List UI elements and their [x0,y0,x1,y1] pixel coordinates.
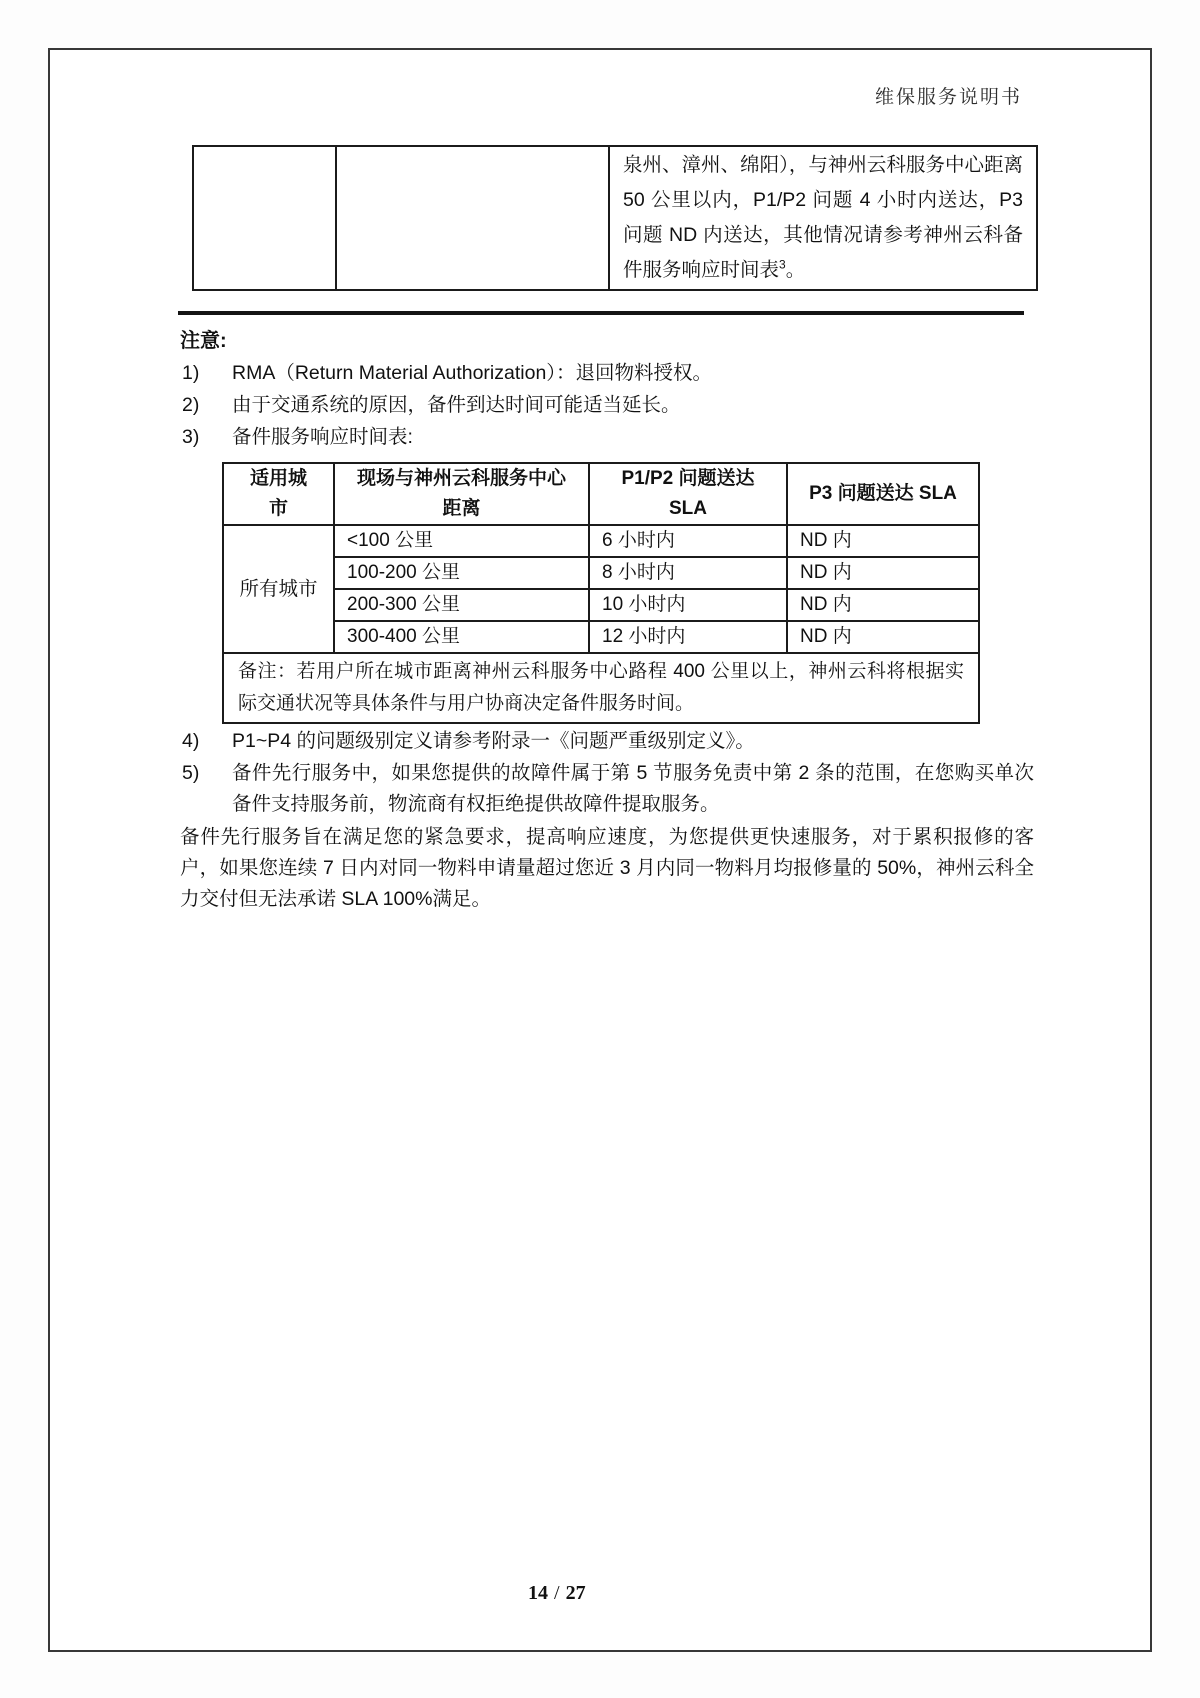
table-note-row [223,653,979,723]
p3-sla-cell: ND 内 [787,589,979,621]
list-text: 由于交通系统的原因，备件到达时间可能适当延长。 [232,394,681,416]
distance-cell: 200-300 公里 [334,589,589,621]
closing-paragraph: 备件先行服务旨在满足您的紧急要求，提高响应速度，为您提供更快速服务，对于累积报修的客户，如果您连续 7 日内对同一物料申请量超过您近 3 月内同一物料月均报修量的 50%，神州云科全力交付但无法承诺 SLA 100%满足。 [180,826,1034,910]
notice-item-1 [182,358,1034,389]
column-header-p1p2-sla: P1/P2 问题送达 SLA [589,463,787,525]
city-cell: 所有城市 [223,525,334,653]
page-number: 14 [528,1582,548,1604]
p1p2-sla-cell: 8 小时内 [589,557,787,589]
cell-period: 。 [785,259,806,281]
column-header-distance: 现场与神州云科服务中心距离 [334,463,589,525]
empty-cell [193,146,336,290]
notice-item-4 [182,726,1034,757]
footnote-reference: 3 [779,257,786,272]
table-row [223,621,979,653]
column-header-city: 适用城市 [223,463,334,525]
p3-sla-cell: ND 内 [787,557,979,589]
list-number: 5) [182,762,200,784]
notice-item-2 [182,390,1034,421]
table-note-cell: 备注：若用户所在城市距离神州云科服务中心路程 400 公里以上，神州云科将根据实际交通状况等具体条件与用户协商决定备件服务时间。 [223,653,979,723]
page-separator: / [554,1582,560,1604]
table-row [223,525,979,557]
p3-sla-cell: ND 内 [787,525,979,557]
sla-response-table [222,462,980,724]
list-number: 3) [182,426,200,448]
page-footer [528,1582,688,1605]
list-text: 备件服务响应时间表: [232,426,413,448]
notice-item-3 [182,422,1034,453]
list-text: 备件先行服务中，如果您提供的故障件属于第 5 节服务免责中第 2 条的范围，在您购买单次备件支持服务前，物流商有权拒绝提供故障件提取服务。 [232,762,1034,815]
list-number: 4) [182,730,200,752]
table-row [223,589,979,621]
p3-sla-cell: ND 内 [787,621,979,653]
notice-item-5 [182,758,1034,820]
p1p2-sla-cell: 12 小时内 [589,621,787,653]
header-title: 维保服务说明书 [874,87,1022,108]
notice-heading: 注意: [180,330,227,352]
section-divider [178,311,1024,315]
distance-cell: 300-400 公里 [334,621,589,653]
cell-text: 泉州、漳州、绵阳），与神州云科服务中心距离 50 公里以内，P1/P2 问题 4 小时内送达，P3 问题 ND 内送达，其他情况请参考神州云科备件服务响应时间表 [623,154,1023,281]
table-row [193,146,1037,290]
p1p2-sla-cell: 6 小时内 [589,525,787,557]
list-text: RMA（Return Material Authorization）：退回物料授权。 [232,362,713,384]
spare-parts-delivery-cell [609,146,1037,290]
page-total: 27 [565,1582,586,1604]
list-number: 2) [182,394,200,416]
column-header-p3-sla: P3 问题送达 SLA [787,463,979,525]
continuation-table [192,145,1038,291]
list-text: P1~P4 的问题级别定义请参考附录一《问题严重级别定义》。 [232,730,755,752]
list-number: 1) [182,362,200,384]
p1p2-sla-cell: 10 小时内 [589,589,787,621]
distance-cell: 100-200 公里 [334,557,589,589]
distance-cell: <100 公里 [334,525,589,557]
table-row [223,557,979,589]
table-header-row [223,463,979,525]
empty-cell [336,146,609,290]
